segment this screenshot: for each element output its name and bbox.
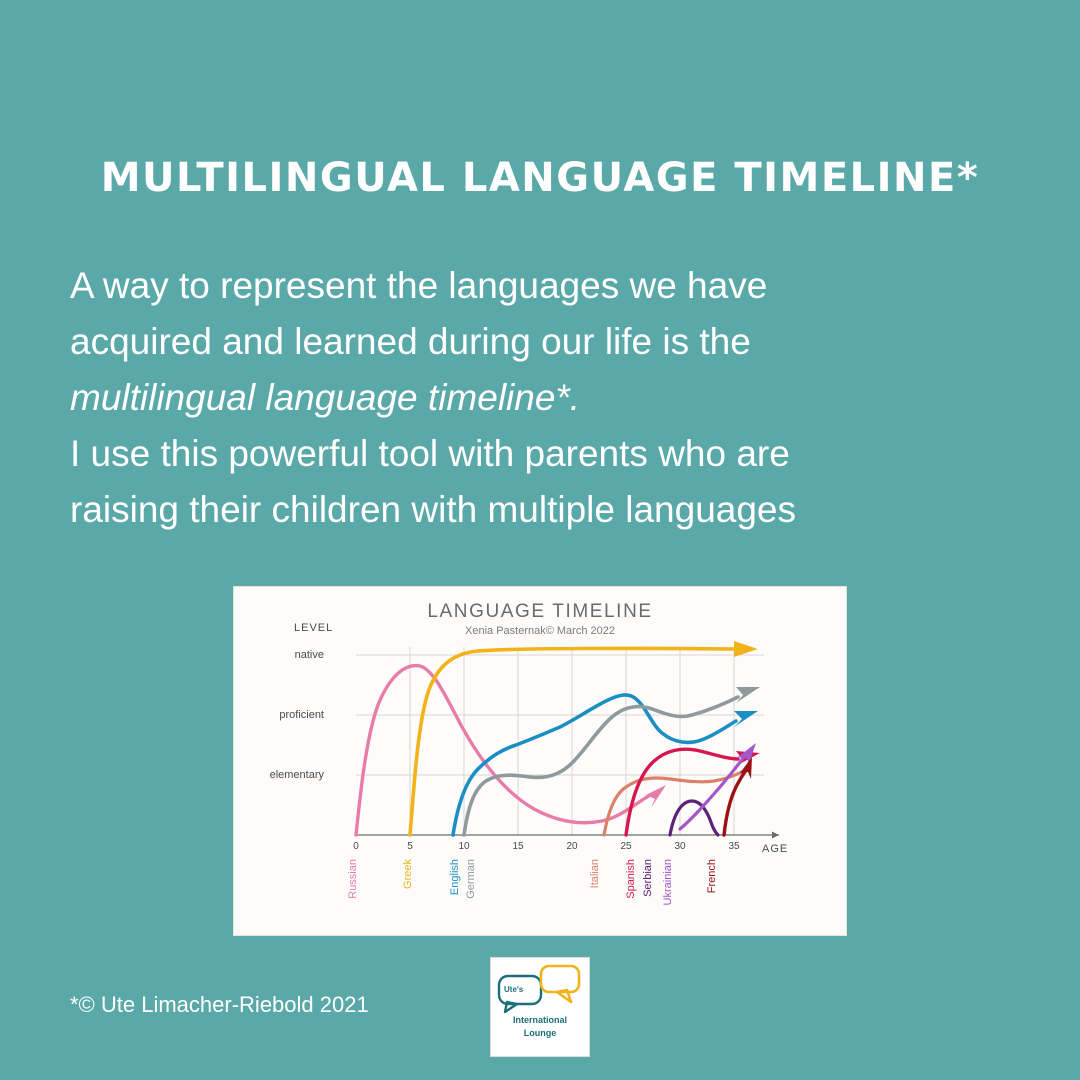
chart-xlabel: AGE: [762, 843, 789, 855]
legend-french: French: [706, 859, 718, 894]
legend-russian: Russian: [347, 859, 359, 899]
legend-german: German: [465, 859, 477, 899]
paragraph-line-3: multilingual language timeline*.: [70, 377, 581, 418]
body-paragraph: [70, 258, 930, 538]
series-arrow-english: [734, 711, 758, 727]
ytick-elementary: elementary: [269, 769, 324, 781]
legend-spanish: Spanish: [625, 859, 637, 899]
chart-subtitle: Xenia Pasternak© March 2022: [465, 625, 615, 637]
xtick-5: 5: [407, 841, 413, 852]
series-line-spanish: [626, 749, 738, 835]
xtick-35: 35: [728, 841, 740, 852]
xtick-15: 15: [512, 841, 524, 852]
legend-ukrainian: Ukrainian: [662, 859, 674, 906]
logo-line-2: Lounge: [523, 1028, 557, 1038]
brand-logo: [490, 957, 590, 1057]
xtick-20: 20: [566, 841, 578, 852]
legend-italian: Italian: [589, 859, 601, 889]
ytick-native: native: [294, 649, 324, 661]
chart-title: LANGUAGE TIMELINE: [427, 601, 653, 622]
paragraph-line-2: acquired and learned during our life is the: [70, 321, 751, 362]
xtick-25: 25: [620, 841, 632, 852]
chart-ylabel: LEVEL: [294, 622, 334, 634]
paragraph-line-5: raising their children with multiple languages: [70, 489, 796, 530]
chart-x-axis-arrow: [772, 832, 779, 839]
chart-plot-area: [234, 587, 848, 937]
logo-line-1: International: [512, 1015, 567, 1025]
page-title: MULTILINGUAL LANGUAGE TIMELINE*: [100, 155, 980, 201]
speech-bubble-icon: [491, 958, 589, 1056]
series-line-italian: [604, 771, 744, 835]
xtick-10: 10: [458, 841, 470, 852]
series-line-serbian: [670, 801, 718, 835]
legend-serbian: Serbian: [642, 859, 654, 897]
language-timeline-chart: [233, 586, 847, 936]
paragraph-line-4: I use this powerful tool with parents who are: [70, 433, 790, 474]
series-arrow-german: [736, 687, 760, 703]
legend-english: English: [449, 859, 461, 896]
copyright-credit: *© Ute Limacher-Riebold 2021: [70, 992, 369, 1017]
xtick-0: 0: [353, 841, 359, 852]
legend-greek: Greek: [402, 859, 414, 889]
ytick-proficient: proficient: [279, 709, 324, 721]
xtick-30: 30: [674, 841, 686, 852]
logo-brand-mark: Ute's: [504, 985, 524, 994]
paragraph-line-1: A way to represent the languages we have: [70, 265, 768, 306]
